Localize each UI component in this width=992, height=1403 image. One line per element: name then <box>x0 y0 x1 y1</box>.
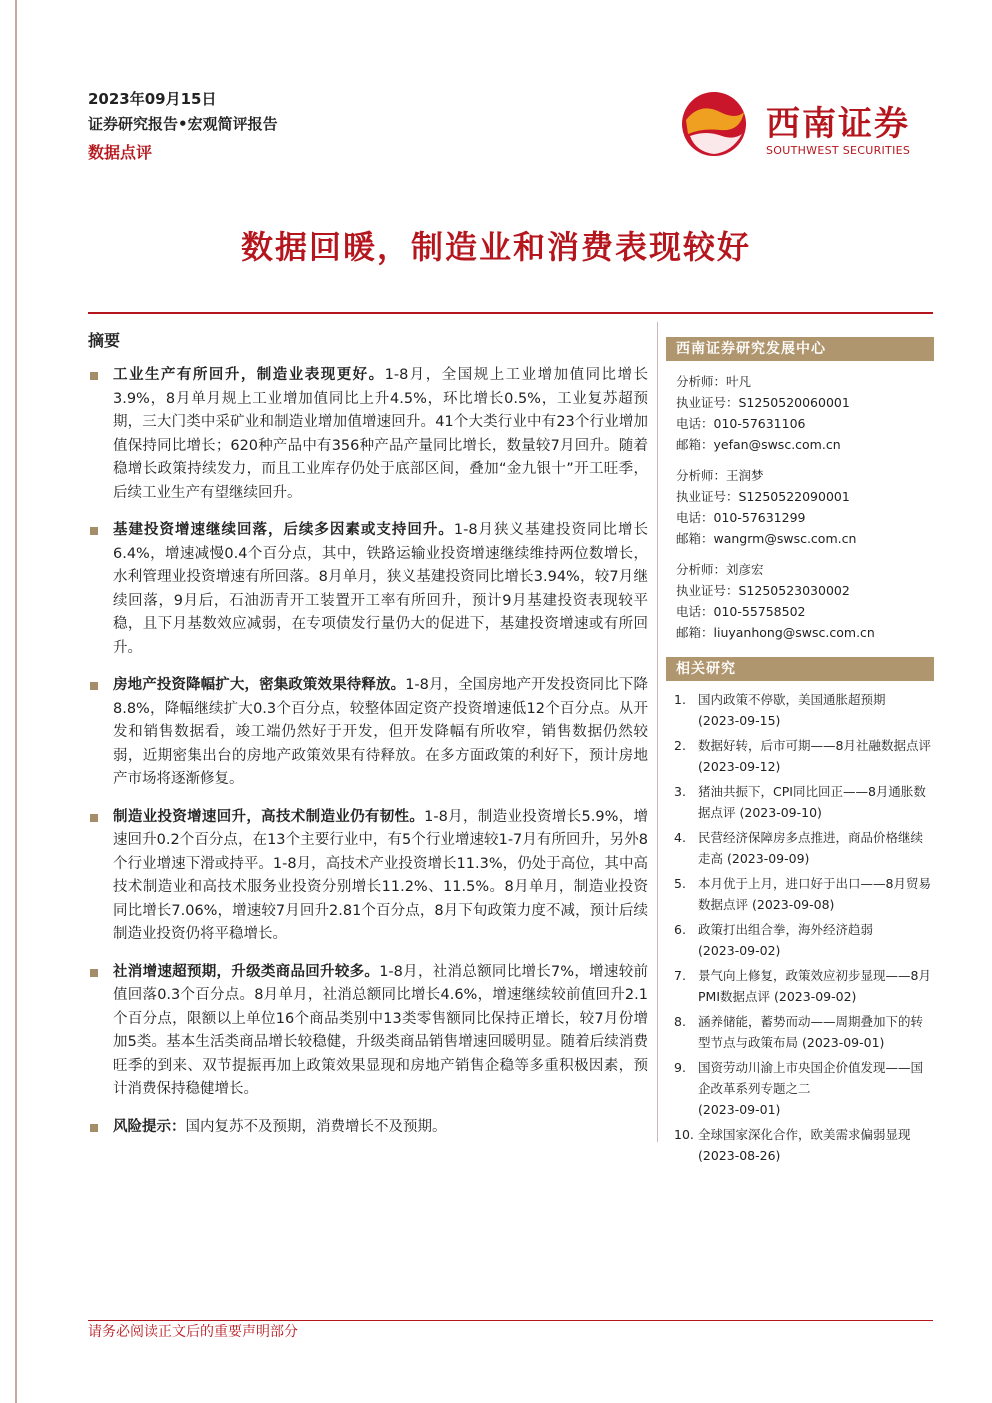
research-item[interactable] <box>674 873 934 915</box>
research-title: 政策打出组合拳，海外经济趋弱 <box>698 922 874 937</box>
research-list <box>666 689 934 1166</box>
research-date: (2023-09-02) <box>774 989 857 1004</box>
research-item[interactable] <box>674 689 934 731</box>
research-num: 6. <box>674 922 686 937</box>
analyst-list <box>666 371 934 643</box>
sidebar <box>666 337 934 1170</box>
research-title: 猪油共振下，CPI同比回正——8月通胀数据点评 <box>698 784 926 820</box>
analyst-license: 执业证号：S1250520060001 <box>676 395 850 410</box>
abstract-item <box>88 961 648 1102</box>
analyst-card <box>676 559 934 643</box>
abstract-item <box>88 674 648 792</box>
research-num: 9. <box>674 1060 686 1075</box>
report-category: 数据点评 <box>88 143 153 162</box>
research-num: 10. <box>674 1127 694 1142</box>
item-lead: 工业生产有所回升，制造业表现更好。 <box>113 367 385 383</box>
item-body: 国内复苏不及预期，消费增长不及预期。 <box>185 1118 447 1135</box>
research-item[interactable] <box>674 781 934 823</box>
footer-rule <box>88 1320 933 1321</box>
analyst-phone: 电话：010-57631299 <box>676 510 806 525</box>
bullet-icon <box>90 372 98 380</box>
item-body: 1-8月，社消总额同比增长7%，增速较前值回落0.3个百分点。8月单月，社消总额同比增长4.6%，增速继续较前值回升2.1个百分点，限额以上单位16个商品类别中13类零售额同比保持正增长，较7月份增加5类。基本生活类商品增长较稳健，升级类商品销售增速回暖明显。随着后续消费旺季的到来、双节提振再加上政策效果显现和房地产销售企稳等多重积极因素，预计消费保持稳健增长。 <box>113 963 649 1097</box>
analyst-phone: 电话：010-57631106 <box>676 416 806 431</box>
logo-name-en: SOUTHWEST SECURITIES <box>766 144 911 157</box>
report-type: 证券研究报告•宏观简评报告 <box>88 115 278 133</box>
research-num: 1. <box>674 692 686 707</box>
research-title: 国内政策不停歇，美国通胀超预期 <box>698 692 886 707</box>
report-header <box>88 88 278 168</box>
analyst-email[interactable]: 邮箱：yefan@swsc.com.cn <box>676 437 841 452</box>
research-date: (2023-08-26) <box>698 1148 781 1163</box>
analyst-card <box>676 465 934 549</box>
bullet-icon <box>90 682 98 690</box>
logo-name-cn: 西南证券 <box>766 104 910 144</box>
analyst-name: 分析师：叶凡 <box>676 374 752 389</box>
item-body: 1-8月狭义基建投资同比增长6.4%，增速减慢0.4个百分点，其中，铁路运输业投资增速继续维持两位数增长，水利管理业投资增速有所回落。8月单月，狭义基建投资同比增长3.94%，较7月继续回落，9月后，石油沥青开工装置开工率有所回升，预计9月基建投资表现较平稳，且下月基数效应减弱，在专项债发行量仍大的促进下，基建投资增速或有所回升。 <box>113 522 648 656</box>
research-item[interactable] <box>674 1124 934 1166</box>
research-date: (2023-09-08) <box>752 897 835 912</box>
research-date: (2023-09-15) <box>698 713 781 728</box>
research-title: 全球国家深化合作，欧美需求偏弱显现 <box>698 1127 911 1142</box>
abstract-section <box>88 330 648 1153</box>
item-lead: 基建投资增速继续回落，后续多因素或支持回升。 <box>113 522 454 538</box>
risk-item <box>88 1116 648 1140</box>
research-title: 国资劳动川渝上市央国企价值发现——国企改革系列专题之二 <box>698 1060 924 1096</box>
report-date: 2023年09月15日 <box>88 90 217 108</box>
item-body: 1-8月，制造业投资增长5.9%，增速回升0.2个百分点，在13个主要行业中，有5个行业增速较1-7月有所回升，另外8个行业增速下滑或持平。1-8月，高技术产业投资增长11.3%，仍处于高位，其中高技术制造业和高技术服务业投资分别增长11.2%、11.5%。8月单月，制造业投资同比增长7.06%，增速较7月回升2.81个百分点，8月下旬政策力度不减，预计后续制造业投资仍将平稳增长。 <box>113 808 648 942</box>
bullet-icon <box>90 814 98 822</box>
item-lead: 制造业投资增速回升，高技术制造业仍有韧性。 <box>113 808 425 825</box>
page-edge-line <box>15 0 17 1403</box>
research-title: 本月优于上月，进口好于出口——8月贸易数据点评 <box>698 876 931 912</box>
research-date: (2023-09-12) <box>698 759 781 774</box>
research-num: 3. <box>674 784 686 799</box>
research-item[interactable] <box>674 827 934 869</box>
title-rule <box>88 312 933 314</box>
abstract-label: 摘要 <box>88 331 121 350</box>
research-title: 涵养储能，蓄势而动——周期叠加下的转型节点与政策布局 <box>698 1014 924 1050</box>
analyst-license: 执业证号：S1250522090001 <box>676 489 850 504</box>
logo-emblem-icon <box>680 90 748 158</box>
item-body: 1-8月，全国房地产开发投资同比下降8.8%，降幅继续扩大0.3个百分点，较整体固定资产投资增速低12个百分点。从开发和销售数据看，竣工端仍然好于开发，但开发降幅有所收窄，销售数据仍然较弱，近期密集出台的房地产政策效果有待释放。在多方面政策的利好下，预计房地产市场将逐渐修复。 <box>113 677 649 787</box>
abstract-item <box>88 806 648 947</box>
research-num: 4. <box>674 830 686 845</box>
abstract-item <box>88 519 648 660</box>
research-num: 8. <box>674 1014 686 1029</box>
research-title: 民营经济保障房多点推进，商品价格继续走高 <box>698 830 924 866</box>
research-date: (2023-09-10) <box>739 805 822 820</box>
item-body: 1-8月，全国规上工业增加值同比增长3.9%，8月单月规上工业增加值同比上升4.5%，环比增长0.5%，工业复苏超预期，三大门类中采矿业和制造业增加值增速回升。41个大类行业中有23个行业增加值保持同比增长；620种产品中有356种产品产量同比增长，数量较7月回升。随着稳增长政策持续发力，而且工业库存仍处于底部区间，叠加“金九银十”开工旺季，后续工业生产有望继续回升。 <box>113 367 648 501</box>
research-date: (2023-09-01) <box>802 1035 885 1050</box>
research-center-header: 西南证券研究发展中心 <box>666 337 934 361</box>
bullet-icon <box>90 969 98 977</box>
research-item[interactable] <box>674 919 934 961</box>
analyst-email[interactable]: 邮箱：wangrm@swsc.com.cn <box>676 531 857 546</box>
company-logo <box>680 90 940 170</box>
item-lead: 社消增速超预期，升级类商品回升较多。 <box>113 963 380 980</box>
analyst-card <box>676 371 934 455</box>
research-title: 景气向上修复，政策效应初步显现——8月PMI数据点评 <box>698 968 931 1004</box>
column-divider <box>657 322 658 1142</box>
analyst-name: 分析师：王润梦 <box>676 468 764 483</box>
analyst-license: 执业证号：S1250523030002 <box>676 583 850 598</box>
research-item[interactable] <box>674 1011 934 1053</box>
analyst-name: 分析师：刘彦宏 <box>676 562 764 577</box>
related-research <box>666 657 934 1166</box>
page-title: 数据回暖，制造业和消费表现较好 <box>240 228 751 266</box>
research-num: 2. <box>674 738 686 753</box>
bullet-icon <box>90 527 98 535</box>
research-item[interactable] <box>674 1057 934 1120</box>
abstract-item <box>88 364 648 505</box>
analyst-email[interactable]: 邮箱：liuyanhong@swsc.com.cn <box>676 625 875 640</box>
bullet-icon <box>90 1124 98 1132</box>
research-num: 5. <box>674 876 686 891</box>
research-date: (2023-09-09) <box>727 851 810 866</box>
analyst-phone: 电话：010-55758502 <box>676 604 806 619</box>
item-lead: 房地产投资降幅扩大，密集政策效果待释放。 <box>113 677 406 693</box>
research-item[interactable] <box>674 735 934 777</box>
item-lead: 风险提示： <box>113 1118 186 1135</box>
research-title: 数据好转，后市可期——8月社融数据点评 <box>698 738 931 753</box>
related-research-header: 相关研究 <box>666 657 934 681</box>
research-item[interactable] <box>674 965 934 1007</box>
footer-notice: 请务必阅读正文后的重要声明部分 <box>88 1324 298 1340</box>
research-num: 7. <box>674 968 686 983</box>
research-date: (2023-09-01) <box>698 1102 781 1117</box>
research-date: (2023-09-02) <box>698 943 781 958</box>
